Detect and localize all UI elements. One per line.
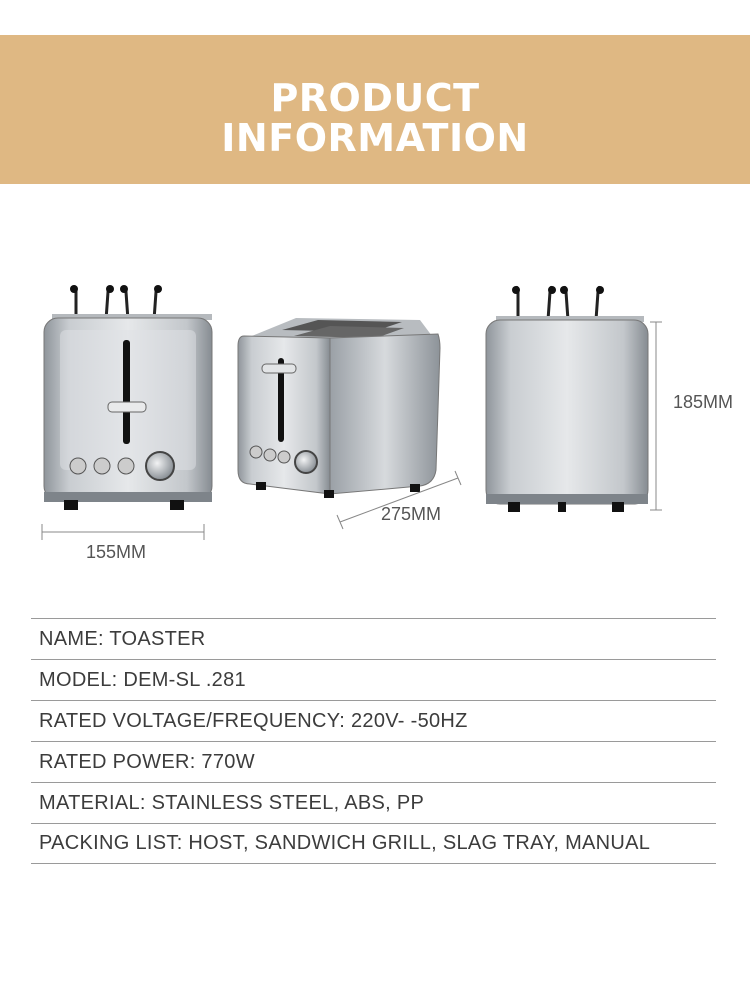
spec-table	[31, 618, 716, 864]
header-banner	[0, 35, 750, 184]
spec-model: MODEL: DEM-SL .281	[31, 659, 716, 700]
width-dimension-label: 155MM	[86, 542, 147, 562]
spec-voltage: RATED VOLTAGE/FREQUENCY: 220V- -50HZ	[31, 700, 716, 741]
toaster-perspective-view	[238, 318, 440, 498]
height-dimension-label: 185MM	[673, 392, 734, 412]
header-title-line2: INFORMATION	[221, 116, 529, 160]
toaster-front-view	[44, 285, 212, 510]
toaster-illustrations	[0, 270, 750, 580]
spec-packing-list: PACKING LIST: HOST, SANDWICH GRILL, SLAG TRAY, MANUAL	[31, 823, 716, 864]
depth-dimension-label: 275MM	[381, 504, 442, 524]
spec-material: MATERIAL: STAINLESS STEEL, ABS, PP	[31, 782, 716, 823]
spec-name: NAME: TOASTER	[31, 618, 716, 659]
header-title-line1: PRODUCT	[270, 76, 480, 120]
toaster-side-view	[486, 286, 648, 512]
product-views	[0, 270, 750, 580]
spec-power: RATED POWER: 770W	[31, 741, 716, 782]
